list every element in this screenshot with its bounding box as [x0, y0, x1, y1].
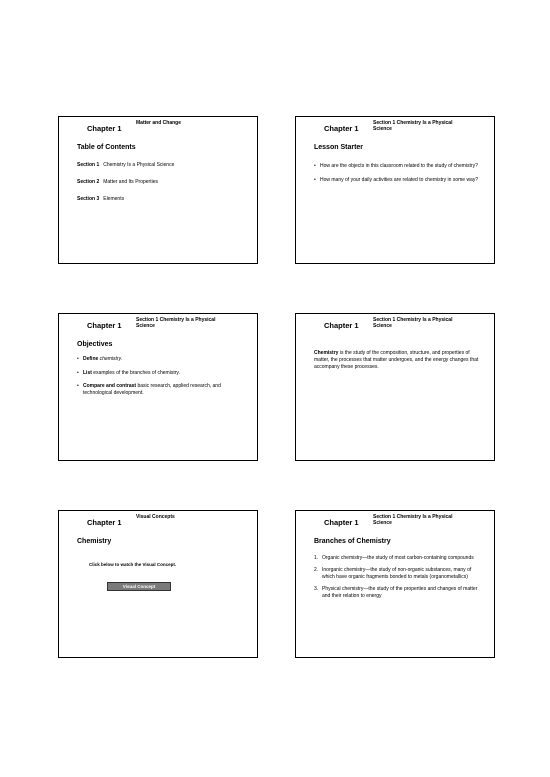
slide-header [59, 117, 257, 137]
bullet-item: • How many of your daily activities are related to chemistry in some way? [314, 177, 482, 184]
list-item: 3. Physical chemistry—the study of the properties and changes of matter and their relation to energy [314, 586, 478, 599]
toc-item[interactable]: Section 2 Matter and Its Properties [77, 179, 158, 185]
slide-visual-concept [58, 510, 258, 658]
bullet-list [77, 356, 245, 403]
slide-title: Table of Contents [77, 144, 136, 151]
slide-lesson-starter [295, 116, 495, 264]
section-subtitle: Matter and Change [136, 120, 182, 126]
slide-title: Objectives [77, 341, 113, 348]
toc-list [77, 162, 174, 213]
chapter-label: Chapter 1 [324, 518, 359, 527]
section-subtitle: Visual Concepts [136, 514, 175, 520]
visual-concept-button[interactable]: Visual Concept [107, 582, 171, 591]
bullet-item: • How are the objects in this classroom related to the study of chemistry? [314, 163, 482, 170]
chapter-label: Chapter 1 [87, 321, 122, 330]
section-subtitle: Section 1 Chemistry Is a Physical Science [136, 317, 216, 329]
numbered-list [314, 555, 484, 605]
instruction-text: Click below to watch the Visual Concept. [89, 562, 177, 567]
definition-paragraph: Chemistry is the study of the composition, structure, and properties of matter, the processes that matter undergoes, and the energy changes that accompany these processes. [314, 350, 479, 370]
chapter-label: Chapter 1 [87, 518, 122, 527]
slide-header [296, 314, 494, 334]
list-item: 1. Organic chemistry—the study of most carbon-containing compounds [314, 555, 474, 561]
bullet-list [314, 163, 482, 190]
slide-header [59, 511, 257, 531]
section-subtitle: Section 1 Chemistry Is a Physical Science [373, 514, 453, 526]
slide-objectives [58, 313, 258, 461]
slide-chemistry-definition [295, 313, 495, 461]
slide-title: Chemistry [77, 538, 112, 545]
bullet-item: • Define chemistry. [77, 356, 245, 363]
list-item: 2. Inorganic chemistry—the study of non-organic substances, many of which have organic fragments bonded to metals (organometallics) [314, 567, 472, 580]
chapter-label: Chapter 1 [87, 124, 122, 133]
slide-branches-of-chemistry [295, 510, 495, 658]
toc-item[interactable]: Section 3 Elements [77, 196, 125, 202]
slide-table-of-contents [58, 116, 258, 264]
toc-item[interactable]: Section 1 Chemistry Is a Physical Science [77, 162, 175, 168]
slide-header [296, 511, 494, 531]
chapter-label: Chapter 1 [324, 321, 359, 330]
bullet-item: • List examples of the branches of chemistry. [77, 370, 245, 377]
slide-title: Branches of Chemistry [314, 538, 391, 545]
slide-title: Lesson Starter [314, 144, 364, 151]
section-subtitle: Section 1 Chemistry Is a Physical Science [373, 317, 453, 329]
bullet-item: • Compare and contrast basic research, applied research, and technological development. [77, 383, 245, 396]
slide-header [59, 314, 257, 334]
section-subtitle: Section 1 Chemistry Is a Physical Science [373, 120, 453, 132]
chapter-label: Chapter 1 [324, 124, 359, 133]
slide-header [296, 117, 494, 137]
